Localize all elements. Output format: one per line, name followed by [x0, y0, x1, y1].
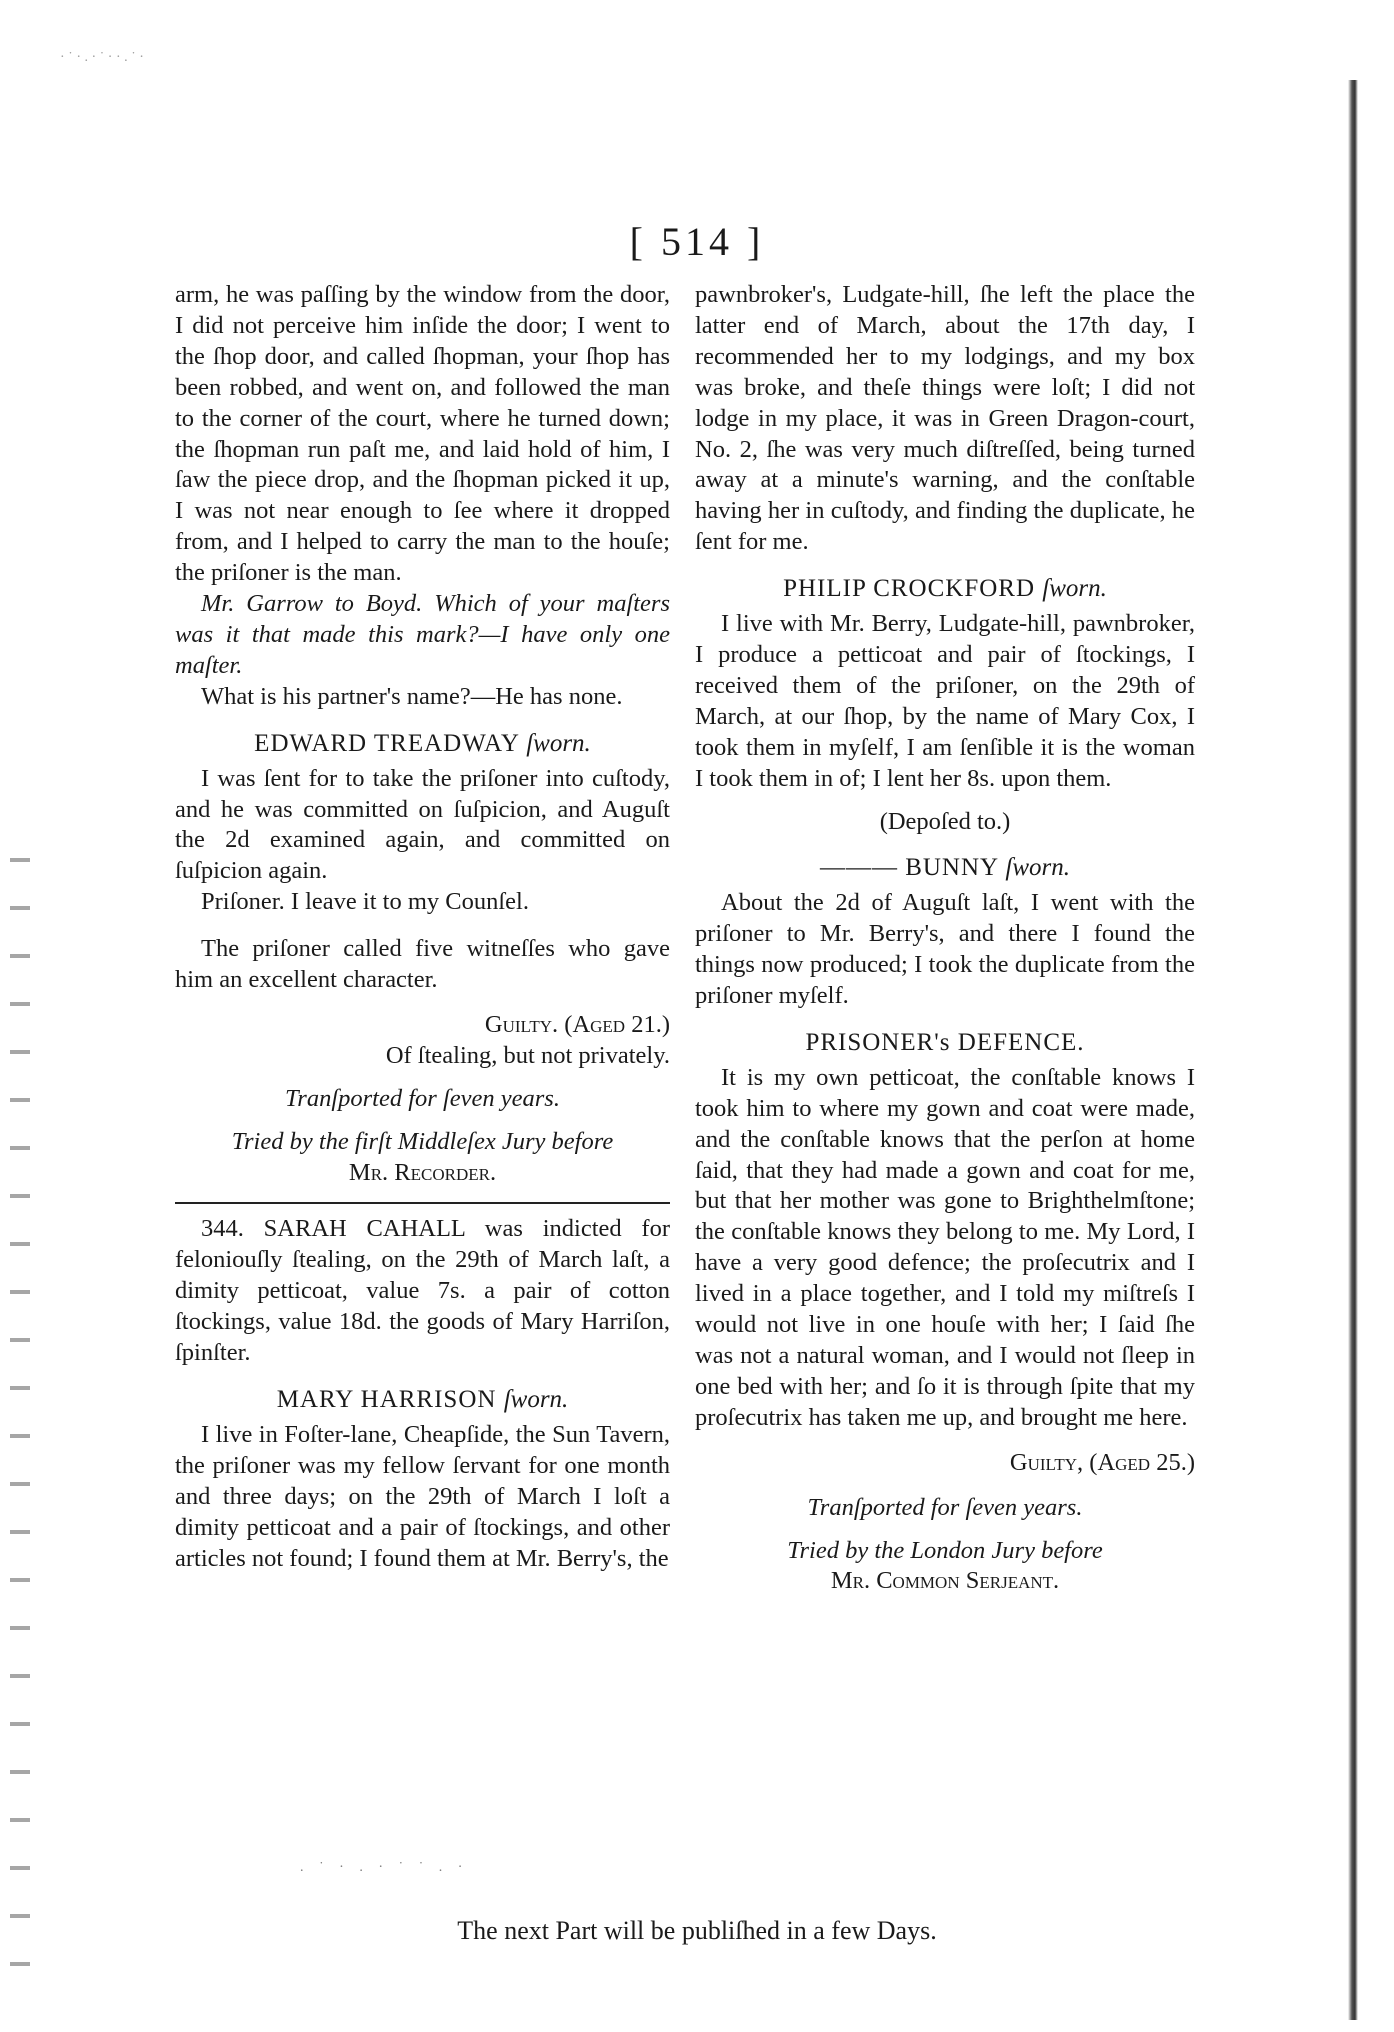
sentence-2-text: Tranſported for ſeven years.: [807, 1493, 1083, 1521]
verdict-1-note: Of ſtealing, but not privately.: [385, 1041, 670, 1069]
section-divider: [175, 1202, 670, 1204]
tried-2-text: Tried by the London Jury before: [787, 1536, 1103, 1564]
heading-edward-treadway: [175, 729, 670, 760]
deposed-note: (Depoſed to.): [879, 807, 1011, 835]
witness-name: EDWARD TREADWAY: [254, 729, 519, 757]
verdict-1-text: Guilty. (Aged 21.): [484, 1010, 670, 1038]
heading-philip-crockford: [695, 574, 1195, 605]
tried-2: [695, 1536, 1195, 1567]
sentence-1: [175, 1084, 670, 1115]
page-edge-shadow: [1348, 80, 1358, 2020]
page-number: [ 514 ]: [629, 219, 765, 264]
left-paragraph-4: I was ſent for to take the priſoner into cuſtody, and he was committed on ſuſpicion, and Auguſt the 2d examined again, and committed on ſuſpicion again.: [175, 764, 670, 885]
left-paragraph-1: arm, he was paſſing by the window from the door, I did not perceive him inſide the door; I went to the ſhop door, and called ſhopman, your ſhop has been robbed, and went on, and followed the man to the corner of the court, where he turned down; the ſhopman run paſt me, and laid hold of him, I ſaw the piece drop, and the ſhopman picked it up, I was not near enough to ſee where it dropped from, and I helped to carry the man to the houſe; the priſoner is the man.: [175, 281, 670, 587]
right-column: [695, 280, 1195, 1597]
tried-1-text: Tried by the firſt Middleſex Jury before: [231, 1127, 614, 1155]
top-noise: · ˙ · . · ˙ · · . ˙ ·: [60, 50, 144, 65]
left-paragraph-5: Priſoner. I leave it to my Counſel.: [201, 888, 529, 916]
witness-name: ——— BUNNY: [819, 854, 999, 882]
witness-name: MARY HARRISON: [276, 1386, 497, 1413]
verdict-1: [175, 1010, 670, 1041]
heading-mary-harrison: [175, 1385, 670, 1416]
left-paragraph-8: I live in Foſter-lane, Cheapſide, the Sun Tavern, the priſoner was my fellow ſervant for one month and three days; on the 29th of March I loſt a dimity petticoat and a pair of ſtockings, and other articles not found; I found them at Mr. Berry's, the: [175, 1420, 670, 1572]
sentence-1-text: Tranſported for ſeven years.: [285, 1084, 560, 1112]
left-paragraph-3: What is his partner's name?—He has none.: [201, 682, 623, 710]
right-paragraph-4: It is my own petticoat, the conſtable knows I took him to where my gown and coat were made, and the conſtable knows that the perſon at home ſaid, that they had made a gown and coat for me, but that her mother was gone to Brighthelmſtone; the conſtable knows they belong to me. My Lord, I have a very good defence; the proſecutrix and I lived in a place together, and I told my miſtreſs I would not live in one houſe with her; I ſaid ſhe was not a natural woman, and I would not ſleep in one bed with her; and ſo it is through ſpite that my proſecutrix has taken me up, and brought me here.: [695, 1063, 1195, 1431]
verdict-2: Guilty, (Aged 25.): [1009, 1448, 1195, 1476]
right-paragraph-3: About the 2d of Auguſt laſt, I went with the priſoner to Mr. Berry's, and there I found the things now produced; I took the duplicate from the priſoner myſelf.: [695, 889, 1195, 1010]
right-paragraph-2: I live with Mr. Berry, Ludgate-hill, pawnbroker, I produce a petticoat and pair of ſtockings, I received them of the priſoner, on the 29th of March, at our ſhop, by the name of Mary Cox, I took them in myſelf, I am ſenſible it is the woman I took them in of; I lent her 8s. upon them.: [695, 610, 1195, 792]
left-paragraph-7: 344. SARAH CAHALL was indicted for feloniouſly ſtealing, on the 29th of March laſt, a dimity petticoat, value 7s. a pair of cotton ſtockings, value 18d. the goods of Mary Harriſon, ſpinſter.: [175, 1215, 670, 1367]
heading-bunny: [695, 853, 1195, 884]
footer-noise: . ˙ · . · ˙ ˙ . ·: [300, 1860, 469, 1875]
left-paragraph-6: The priſoner called five witneſſes who gave him an excellent character.: [175, 935, 670, 994]
footer-notice: The next Part will be publiſhed in a few Days.: [457, 1916, 937, 1945]
sentence-2: [695, 1493, 1195, 1524]
sworn-label: ſworn.: [503, 1386, 569, 1413]
sworn-label: ſworn.: [526, 729, 591, 757]
right-paragraph-1: pawnbroker's, Ludgate-hill, ſhe left the place the latter end of March, about the 17th day, I recommended her to my lodgings, and my box was broke, and theſe things were loſt; I did not lodge in my place, it was in Green Dragon-court, No. 2, ſhe was very much diſtreſſed, being turned away at a minute's warning, and the conſtable having her in cuſtody, and finding the duplicate, he ſent for me.: [695, 281, 1195, 556]
sworn-label: ſworn.: [1042, 575, 1107, 603]
tried-1: [175, 1127, 670, 1158]
left-column: [175, 280, 670, 1574]
left-margin-specks: [10, 840, 30, 2010]
examiner-label: Mr. Garrow to Boyd. Which of your maſters was it that made this mark?—I have only one maſter.: [175, 590, 670, 679]
heading-prisoners-defence: PRISONER's DEFENCE.: [805, 1028, 1085, 1056]
witness-name: PHILIP CROCKFORD: [783, 575, 1036, 603]
tried-1-judge: Mr. Recorder.: [348, 1158, 497, 1186]
left-paragraph-2: [175, 589, 670, 682]
sworn-label: ſworn.: [1005, 854, 1071, 882]
tried-2-judge: Mr. Common Serjeant.: [830, 1567, 1060, 1595]
